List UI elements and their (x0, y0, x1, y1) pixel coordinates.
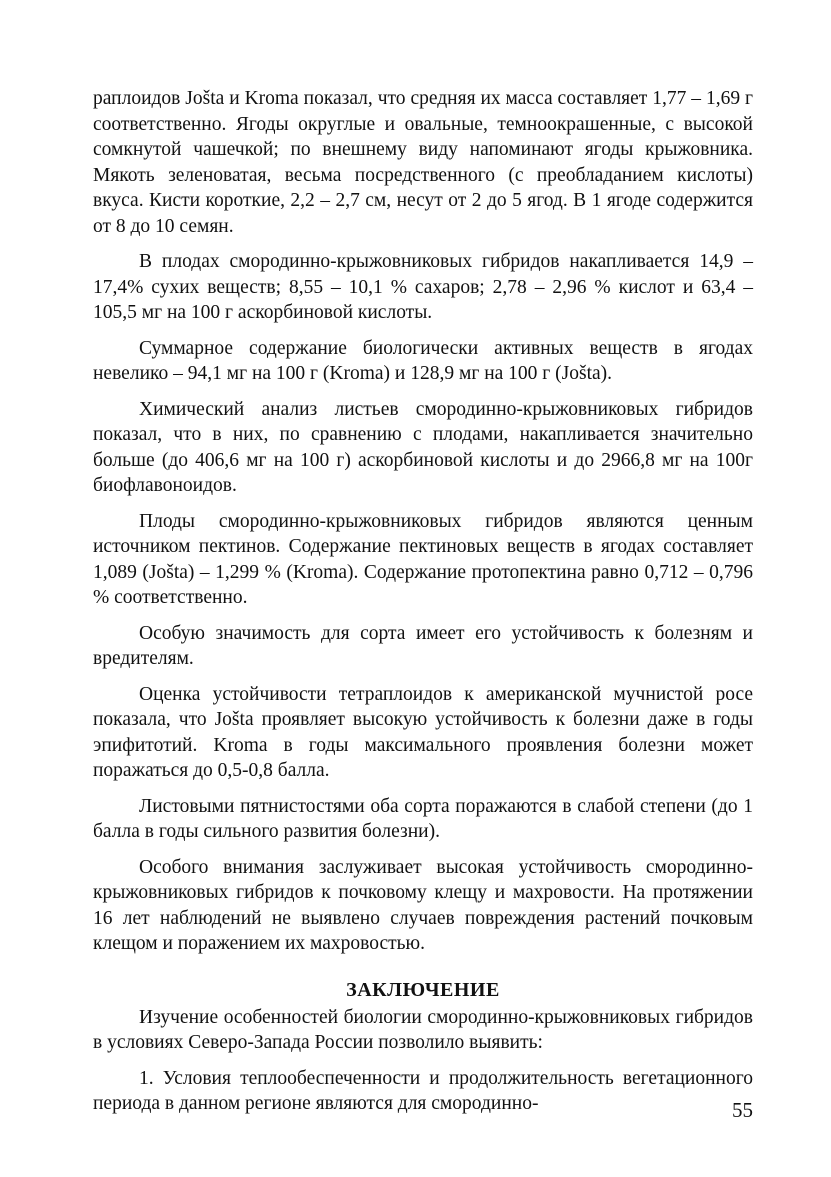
paragraph-conclusion-intro: Изучение особенностей биологии смородинно-крыжовниковых гибридов в условиях Северо-Запада России позволило выявить: (93, 1006, 753, 1053)
paragraph-conclusion-item-1: 1. Условия теплообеспеченности и продолжительность вегетационного периода в данном регионе являются для смородинно- (93, 1067, 753, 1114)
page-body (93, 86, 753, 1117)
section-heading-conclusion: ЗАКЛЮЧЕНИЕ (346, 978, 500, 1001)
paragraph-dry-matter: В плодах смородинно-крыжовниковых гибридов накапливается 14,9 – 17,4% сухих веществ; 8,55 – 10,1 % сахаров; 2,78 – 2,96 % кислот и 63,4 – 105,5 мг на 100 г аскорбиновой кислоты. (93, 251, 753, 323)
paragraph-leaf-spots: Листовыми пятнистостями оба сорта поражаются в слабой степени (до 1 балла в годы сильного развития болезни). (93, 795, 753, 842)
paragraph-mildew-resistance: Оценка устойчивости тетраплоидов к американской мучнистой росе показала, что Jošta проявляет высокую устойчивость к болезни даже в годы эпифитотий. Kroma в годы максимального проявления болезни может поражаться до 0,5-0,8 балла. (93, 683, 753, 781)
paragraph-berry-mass: раплоидов Jošta и Kroma показал, что средняя их масса составляет 1,77 – 1,69 г соответственно. Ягоды округлые и овальные, темноокрашенные, с высокой сомкнутой чашечкой; по внешнему виду напоминают ягоды крыжовника. Мякоть зеленоватая, весьма посредственного (с преобладанием кислоты) вкуса. Кисти короткие, 2,2 – 2,7 см, несут от 2 до 5 ягод. В 1 ягоде содержится от 8 до 10 семян. (93, 88, 753, 237)
paragraph-leaf-analysis: Химический анализ листьев смородинно-крыжовниковых гибридов показал, что в них, по сравнению с плодами, накапливается значительно больше (до 406,6 мг на 100 г) аскорбиновой кислоты и до 2966,8 мг на 100г биофлавоноидов. (93, 398, 753, 496)
paragraph-bioactive-content: Суммарное содержание биологически активных веществ в ягодах невелико – 94,1 мг на 100 г (Kroma) и 128,9 мг на 100 г (Jošta). (93, 337, 753, 384)
page-number: 55 (732, 1098, 753, 1122)
paragraph-disease-significance: Особую значимость для сорта имеет его устойчивость к болезням и вредителям. (93, 622, 753, 669)
paragraph-mite-resistance: Особого внимания заслуживает высокая устойчивость смородинно-крыжовниковых гибридов к почковому клещу и махровости. На протяжении 16 лет наблюдений не выявлено случаев повреждения растений почковым клещом и поражением их махровостью. (93, 856, 753, 954)
paragraph-pectins: Плоды смородинно-крыжовниковых гибридов являются ценным источником пектинов. Содержание пектиновых веществ в ягодах составляет 1,089 (Jošta) – 1,299 % (Kroma). Содержание протопектина равно 0,712 – 0,796 % соответственно. (93, 510, 753, 608)
